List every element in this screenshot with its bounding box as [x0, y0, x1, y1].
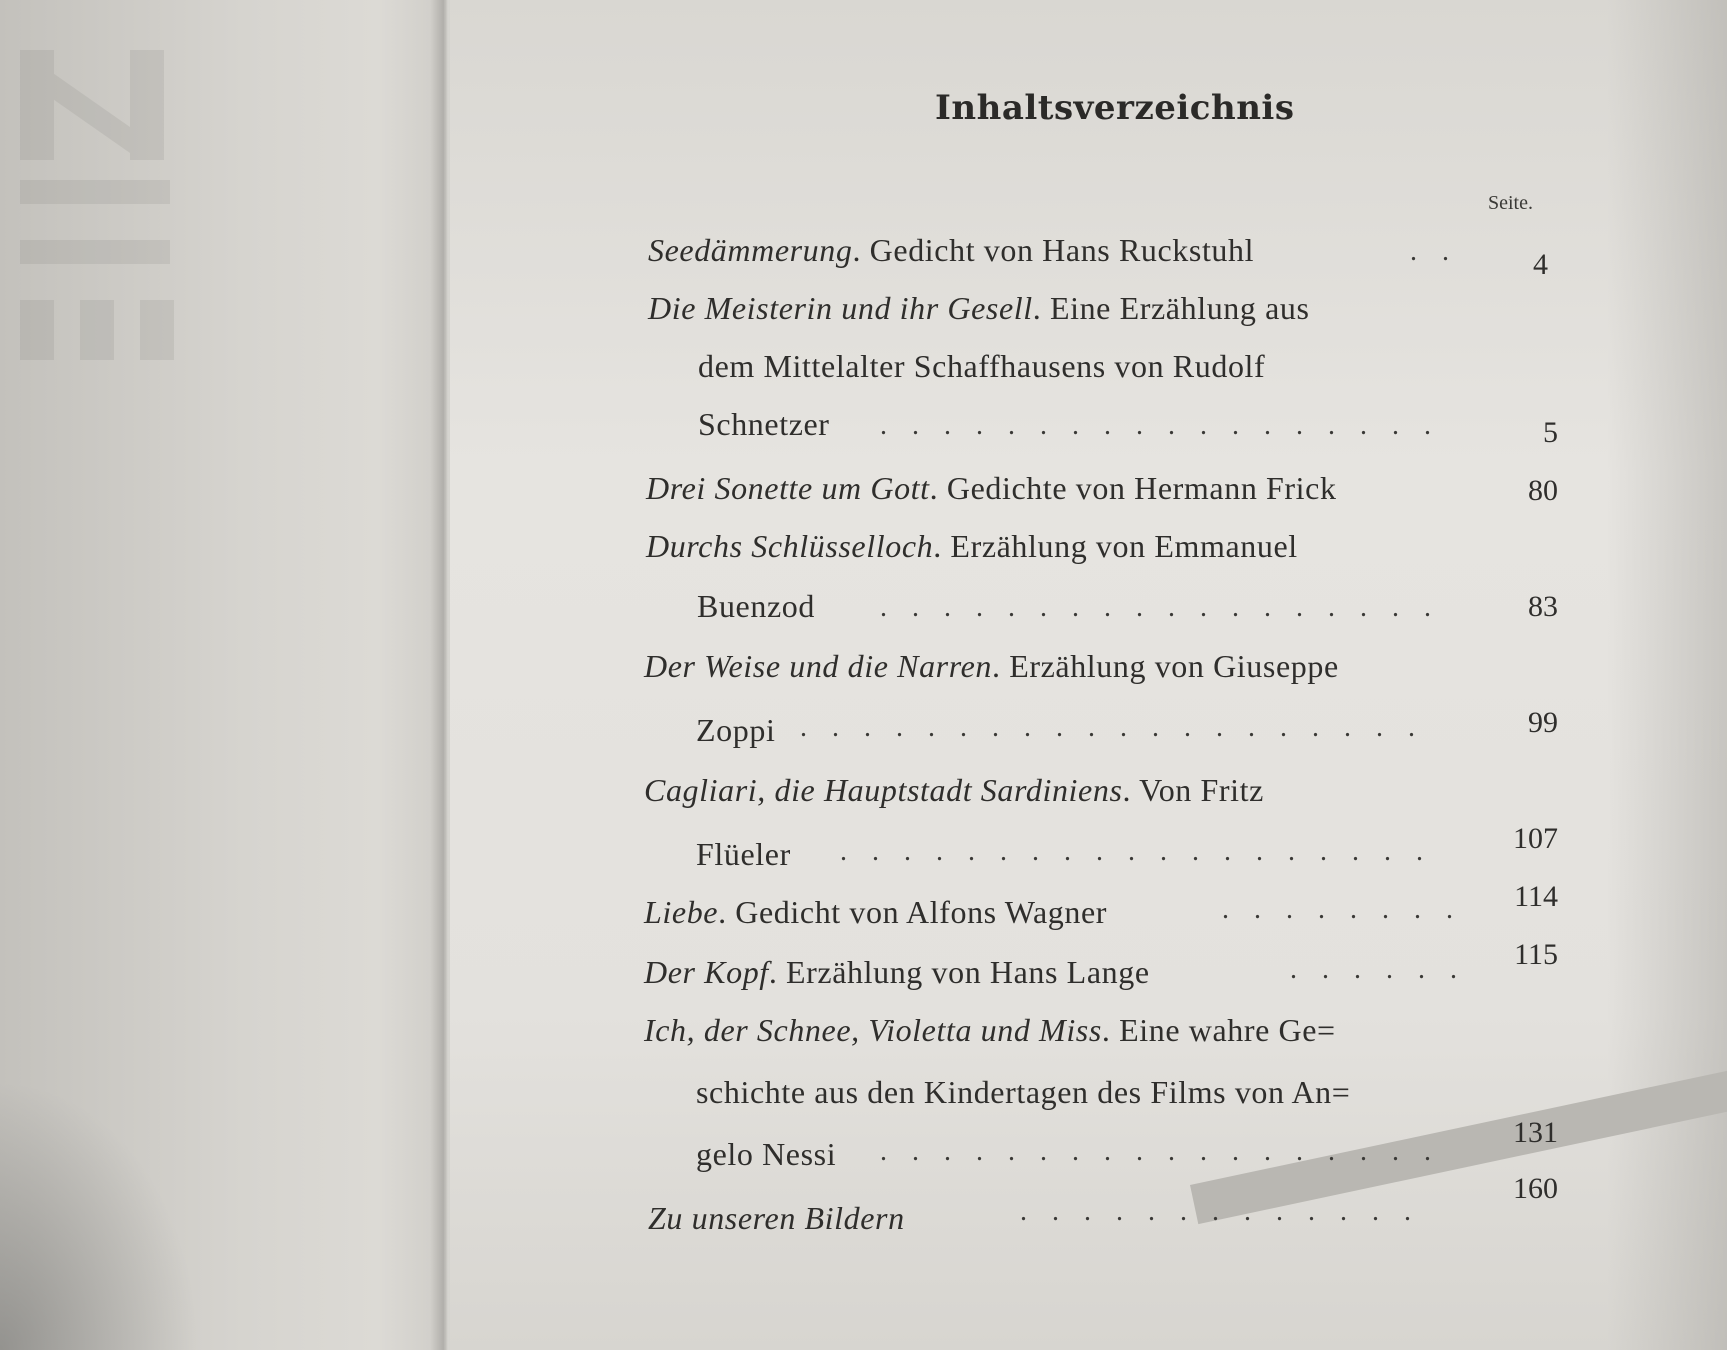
entry-description: . Erzählung von Giuseppe — [992, 648, 1339, 684]
entry-description: . Gedichte von Hermann Frick — [929, 470, 1337, 506]
page-title: Inhaltsverzeichnis — [935, 88, 1295, 128]
leader-dots: . . . . . . . . . . . . . . . . . . — [880, 592, 1440, 623]
entry-continuation: dem Mittelalter Schaffhausens von Rudolf — [698, 348, 1266, 384]
toc-entry — [644, 1012, 1336, 1049]
entry-continuation: Flüeler — [696, 836, 791, 872]
entry-continuation: Schnetzer — [698, 406, 830, 442]
toc-entry — [648, 232, 1254, 269]
toc-entry — [646, 528, 1298, 565]
entry-page-number: 4 — [1533, 248, 1548, 281]
leader-dots: . . . . . . — [1290, 954, 1466, 985]
entry-page-number: 80 — [1528, 474, 1558, 507]
left-facing-page — [0, 0, 445, 1350]
toc-entry — [644, 772, 1264, 809]
entry-continuation: Buenzod — [697, 588, 815, 624]
entry-title: Liebe — [644, 894, 719, 930]
entry-page-number: 115 — [1514, 938, 1558, 971]
entry-page-number: 107 — [1513, 822, 1558, 855]
toc-entry — [644, 954, 1150, 991]
entry-title: Der Weise und die Narren — [644, 648, 992, 684]
leader-dots: . . . . . . . . . . . . . . . . . . . . — [800, 712, 1424, 743]
leader-dots: . . . . . . . . . . . . . . . . . . — [880, 1136, 1440, 1167]
entry-description: . Erzählung von Emmanuel — [933, 528, 1298, 564]
leader-dots: . . — [1410, 236, 1458, 267]
entry-description: . Gedicht von Hans Ruckstuhl — [852, 232, 1255, 268]
page-column-header: Seite. — [1488, 192, 1533, 214]
entry-page-number: 99 — [1528, 706, 1558, 739]
entry-title: Drei Sonette um Gott — [646, 470, 930, 506]
entry-title: Ich, der Schnee, Violetta und Miss — [644, 1012, 1102, 1048]
entry-page-number: 131 — [1513, 1116, 1558, 1149]
entry-title: Der Kopf — [644, 954, 769, 990]
entry-description: . Eine wahre Ge= — [1101, 1012, 1336, 1048]
entry-title: Cagliari, die Hauptstadt Sardiniens — [644, 772, 1123, 808]
page-edge-shadow — [1607, 0, 1727, 1350]
entry-page-number: 160 — [1513, 1172, 1558, 1205]
leader-dots: . . . . . . . . . . . . . — [1020, 1196, 1420, 1227]
toc-entry — [646, 470, 1337, 507]
leader-dots: . . . . . . . . . . . . . . . . . . — [880, 410, 1440, 441]
toc-entry — [644, 648, 1339, 685]
entry-continuation: gelo Nessi — [696, 1136, 837, 1172]
entry-description: . Eine Erzählung aus — [1032, 290, 1310, 326]
entry-page-number: 5 — [1543, 416, 1558, 449]
entry-title: Zu unseren Bildern — [648, 1200, 905, 1236]
entry-continuation: schichte aus den Kindertagen des Films von An= — [696, 1074, 1351, 1110]
entry-description: . Erzählung von Hans Lange — [768, 954, 1150, 990]
toc-entry — [648, 290, 1310, 327]
entry-description: . Von Fritz — [1122, 772, 1264, 808]
shadow — [0, 1080, 200, 1350]
show-through-ink — [20, 50, 220, 360]
entry-page-number: 83 — [1528, 590, 1558, 623]
entry-continuation: Zoppi — [696, 712, 776, 748]
leader-dots: . . . . . . . . — [1222, 894, 1462, 925]
toc-entry — [644, 894, 1107, 931]
entry-title: Die Meisterin und ihr Gesell — [648, 290, 1033, 326]
toc-entry — [648, 1200, 905, 1237]
leader-dots: . . . . . . . . . . . . . . . . . . . — [840, 836, 1432, 867]
entry-description: . Gedicht von Alfons Wagner — [718, 894, 1108, 930]
entry-page-number: 114 — [1514, 880, 1558, 913]
entry-title: Seedämmerung — [648, 232, 853, 268]
entry-title: Durchs Schlüsselloch — [646, 528, 934, 564]
